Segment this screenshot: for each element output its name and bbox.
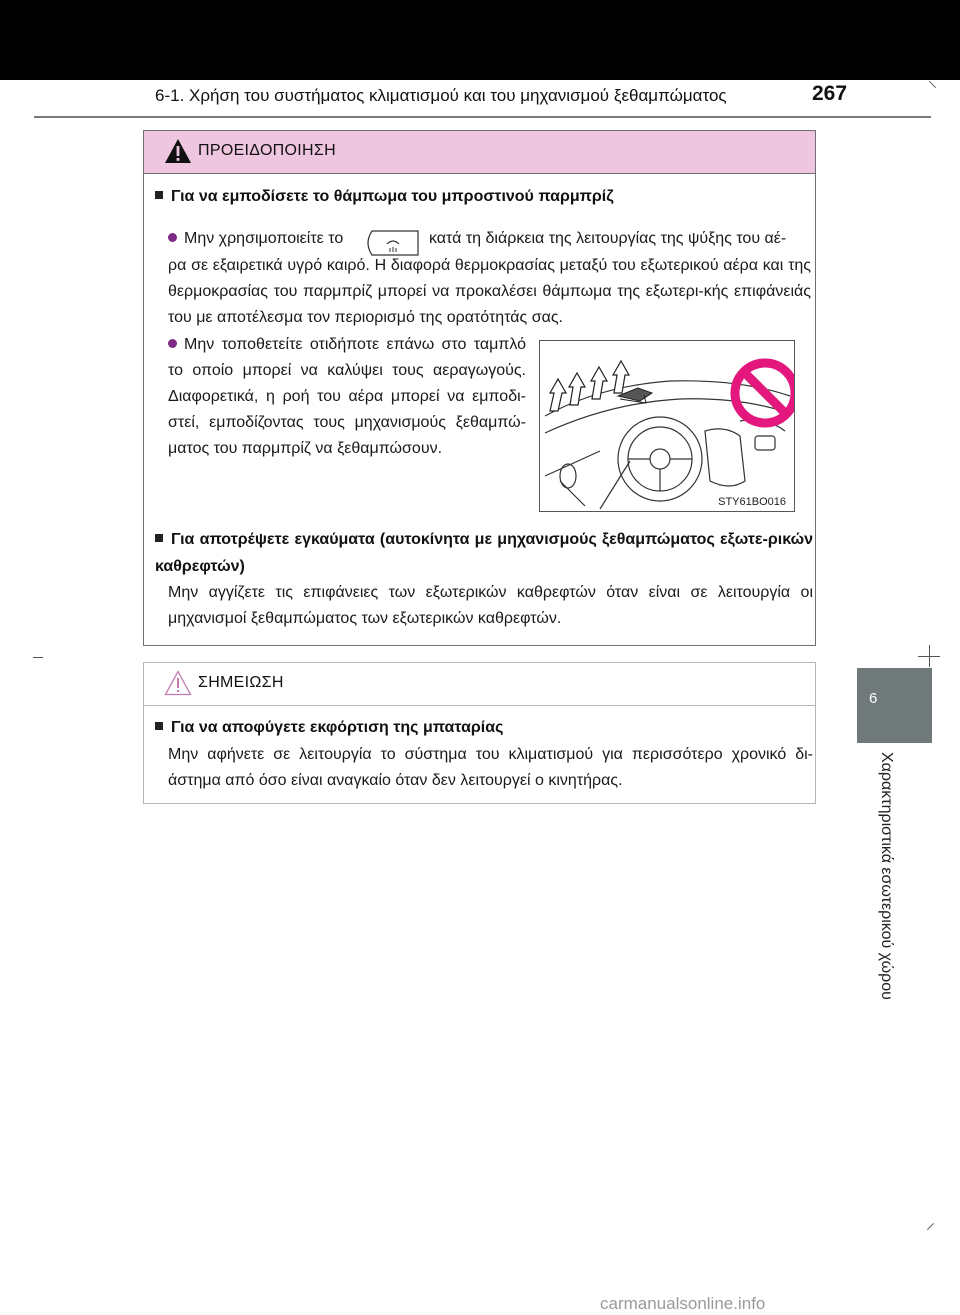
caution-triangle-icon (164, 670, 192, 696)
warning-triangle-icon (164, 138, 192, 164)
note-box (143, 662, 816, 804)
crop-mark (929, 645, 930, 667)
warning-title: ΠΡΟΕΙΔΟΠΟΙΗΣΗ (198, 142, 336, 159)
square-bullet-icon (155, 534, 163, 542)
warning-box (143, 130, 816, 646)
top-black-bar (0, 0, 960, 80)
bullet-dot-icon (168, 339, 177, 348)
dashboard-illustration (539, 340, 795, 512)
chapter-tab-label: Χαρακτηριστικά εσωτερικού χώρου (878, 752, 895, 1000)
dashboard-drawing (540, 341, 794, 511)
square-bullet-icon (155, 191, 163, 199)
chapter-title: 6-1. Χρήση του συστήματος κλιματισμού και του μηχανισμού ξεθαμπώματος (155, 86, 727, 105)
note-text: Μην αφήνετε σε λειτουργία το σύστημα του κλιματισμού για περισσότερο χρονικό δι-άστημα από όσο είναι αναγκαίο όταν δεν λειτουργεί ο κινητήρας. (168, 746, 813, 789)
warning-section1-heading: Για να εμποδίσετε το θάμπωμα του μπροστινού παρμπρίζ (155, 184, 805, 209)
crop-mark (927, 1223, 934, 1230)
illustration-code: STY61BO016 (718, 496, 786, 508)
crop-mark (929, 81, 936, 88)
warning-header (144, 131, 815, 174)
chapter-tab-number: 6 (869, 690, 878, 707)
bullet2: Μην τοποθετείτε οτιδήποτε επάνω στο ταμπλό το οποίο μπορεί να καλύψει τους αεραγωγούς. Διαφορετικά, η ροή του αέρα μπορεί να εμποδι-στεί, εμποδίζοντας τους μηχανισμούς ξεθαμπώ-ματος του παρμπρίζ να ξεθαμπώσουν. (168, 336, 526, 457)
square-bullet-icon (155, 722, 163, 730)
warning-section2-text: Μην αγγίζετε τις επιφάνειες των εξωτερικών καθρεφτών όταν είναι σε λειτουργία οι μηχανισμοί ξεθαμπώματος των εξωτερικών καθρεφτών. (168, 584, 813, 627)
note-title: ΣΗΜΕΙΩΣΗ (198, 674, 284, 691)
bullet-dot-icon (168, 233, 177, 242)
watermark: carmanualsonline.info (600, 1294, 766, 1313)
bullet1-first-line: Μην χρησιμοποιείτε το (168, 226, 811, 252)
note-header (144, 663, 815, 706)
warning-section2-heading: Για αποτρέψετε εγκαύματα (αυτοκίνητα με μηχανισμούς ξεθαμπώματος εξωτε-ρικών καθρεφτών) (155, 531, 813, 575)
bullet1-rest: ρα σε εξαιρετικά υγρό καιρό. Η διαφορά θερμοκρασίας μεταξύ του εξωτερικού αέρα και της θερμοκρασίας του παρμπρίζ μπορεί να προκαλέσει θάμπωμα της εξωτερι-κής επιφάνειάς του με αποτέλεσμα τον περιορισμό της ορατότητάς σας. (168, 257, 811, 326)
note-heading: Για να αποφύγετε εκφόρτιση της μπαταρίας (155, 715, 805, 740)
header-rule (34, 116, 931, 118)
bullet1-first-line-end: κατά τη διάρκεια της λειτουργίας της ψύξης του αέ- (429, 230, 787, 247)
crop-mark (33, 657, 43, 658)
page-number: 267 (812, 82, 848, 105)
